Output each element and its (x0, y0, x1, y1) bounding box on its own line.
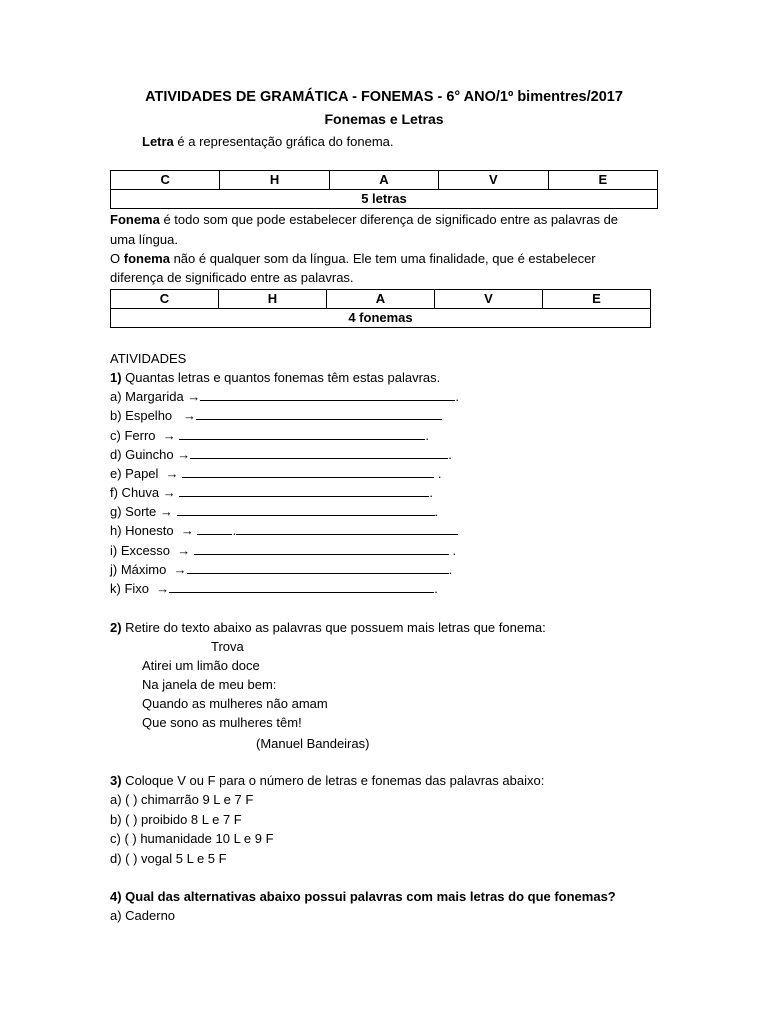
answer-blank[interactable] (187, 560, 449, 574)
letras-cell: V (439, 171, 548, 190)
arrow-icon: → (177, 543, 191, 558)
letras-cell: E (548, 171, 657, 190)
question-2-number: 2) (110, 620, 122, 635)
answer-blank[interactable] (200, 387, 455, 401)
q3-item[interactable]: c) ( ) humanidade 10 L e 9 F (110, 831, 274, 846)
answer-blank[interactable] (194, 541, 449, 555)
answer-blank[interactable] (196, 406, 442, 420)
letras-total-row (111, 190, 658, 209)
poem-author: (Manuel Bandeiras) (256, 736, 370, 751)
fonema-line-2: uma língua. (110, 232, 178, 247)
letras-cell: H (220, 171, 329, 190)
question-4 (110, 887, 616, 906)
arrow-icon: → (162, 485, 176, 500)
fonema-line-1-text: é todo som que pode estabelecer diferença de significado entre as palavras de (159, 212, 619, 227)
q1-item (110, 406, 442, 425)
page-title: ATIVIDADES DE GRAMÁTICA - FONEMAS - 6° ANO/1º bimentres/2017 (145, 89, 623, 105)
fonema-line-3 (110, 249, 596, 268)
answer-blank[interactable] (179, 426, 425, 440)
question-4-number: 4) (110, 889, 122, 904)
q3-item[interactable]: a) ( ) chimarrão 9 L e 7 F (110, 792, 254, 807)
q1-item-label: a) Margarida (110, 389, 184, 404)
fonema-line-3-text: não é qualquer som da língua. Ele tem uma finalidade, que é estabelecer (169, 251, 596, 266)
fonemas-total-row (111, 309, 651, 328)
page-subtitle: Fonemas e Letras (324, 111, 444, 127)
q1-item-label: b) Espelho (110, 408, 173, 423)
fonema-term-2: fonema (123, 251, 170, 266)
q1-item (110, 426, 429, 445)
q1-item-label: k) Fixo (110, 581, 149, 596)
period: . (448, 447, 452, 462)
period: . (425, 428, 429, 443)
q1-item-label: e) Papel (110, 466, 159, 481)
poem-line: Na janela de meu bem: (142, 677, 277, 692)
letra-definition (142, 132, 394, 151)
fonemas-table (110, 289, 651, 328)
q1-item (110, 541, 456, 560)
q1-item-label: c) Ferro (110, 428, 156, 443)
period: . (434, 581, 438, 596)
q1-item-label: f) Chuva (110, 485, 160, 500)
fonema-line-3-pre: O (110, 251, 124, 266)
fonemas-cell: E (543, 290, 651, 309)
period: . (437, 466, 442, 481)
period: . (434, 504, 439, 519)
answer-blank[interactable] (182, 464, 434, 478)
poem-line: Quando as mulheres não amam (142, 696, 328, 711)
q1-item (110, 560, 452, 579)
arrow-icon: → (165, 466, 179, 481)
poem-line: Que sono as mulheres têm! (142, 715, 302, 730)
q1-item (110, 521, 458, 540)
q1-item-label: d) Guincho (110, 447, 174, 462)
poem-line: Atirei um limão doce (142, 658, 260, 673)
q4-item[interactable]: a) Caderno (110, 908, 176, 923)
arrow-icon: → (162, 428, 176, 443)
question-2 (110, 618, 546, 637)
fonemas-row (111, 290, 651, 309)
fonemas-cell: H (219, 290, 327, 309)
answer-blank[interactable] (169, 579, 434, 593)
answer-blank[interactable] (177, 502, 435, 516)
answer-blank[interactable] (236, 521, 458, 535)
fonemas-total: 4 fonemas (111, 309, 651, 328)
fonemas-cell: A (327, 290, 435, 309)
answer-blank[interactable] (179, 483, 429, 497)
activities-heading: ATIVIDADES (110, 351, 187, 366)
answer-blank[interactable] (197, 521, 232, 535)
q1-item-label: i) Excesso (110, 543, 170, 558)
q1-item (110, 464, 442, 483)
arrow-icon: → (183, 408, 196, 423)
q1-item (110, 579, 438, 598)
letras-row (111, 171, 658, 190)
q1-item (110, 502, 438, 521)
question-1 (110, 368, 440, 387)
arrow-icon: → (177, 447, 191, 462)
letra-term: Letra (142, 134, 174, 149)
q1-item-label: g) Sorte (110, 504, 157, 519)
fonemas-cell: V (435, 290, 543, 309)
q1-item-label: j) Máximo (110, 562, 167, 577)
period: . (232, 523, 237, 538)
period: . (429, 485, 434, 500)
fonemas-cell: C (111, 290, 219, 309)
letras-table (110, 170, 658, 209)
fonema-term: Fonema (110, 212, 160, 227)
fonema-line-1 (110, 210, 618, 229)
arrow-icon: → (180, 523, 194, 538)
question-3-number: 3) (110, 773, 122, 788)
period: . (455, 389, 459, 404)
q3-item[interactable]: d) ( ) vogal 5 L e 5 F (110, 851, 227, 866)
question-3-text: Coloque V ou F para o número de letras e fonemas das palavras abaixo: (121, 773, 545, 788)
q1-item (110, 483, 433, 502)
fonema-line-4: diferença de significado entre as palavras. (110, 270, 354, 285)
arrow-icon: → (187, 389, 201, 404)
letra-definition-text: é a representação gráfica do fonema. (173, 134, 394, 149)
question-2-text: Retire do texto abaixo as palavras que possuem mais letras que fonema: (121, 620, 546, 635)
letras-total: 5 letras (111, 190, 658, 209)
q1-item (110, 387, 459, 406)
question-1-text: Quantas letras e quantos fonemas têm estas palavras. (121, 370, 441, 385)
question-1-number: 1) (110, 370, 122, 385)
letras-cell: C (111, 171, 220, 190)
period: . (452, 543, 457, 558)
arrow-icon: → (159, 504, 173, 519)
poem-title: Trova (211, 639, 244, 654)
letras-cell: A (329, 171, 438, 190)
q3-item[interactable]: b) ( ) proibido 8 L e 7 F (110, 812, 242, 827)
q1-item-label: h) Honesto (110, 523, 174, 538)
arrow-icon: → (173, 562, 187, 577)
arrow-icon: → (156, 581, 170, 596)
period: . (448, 562, 453, 577)
question-3 (110, 771, 544, 790)
q1-item (110, 445, 452, 464)
question-4-text: Qual das alternativas abaixo possui palavras com mais letras do que fonemas? (121, 889, 616, 904)
answer-blank[interactable] (190, 445, 448, 459)
